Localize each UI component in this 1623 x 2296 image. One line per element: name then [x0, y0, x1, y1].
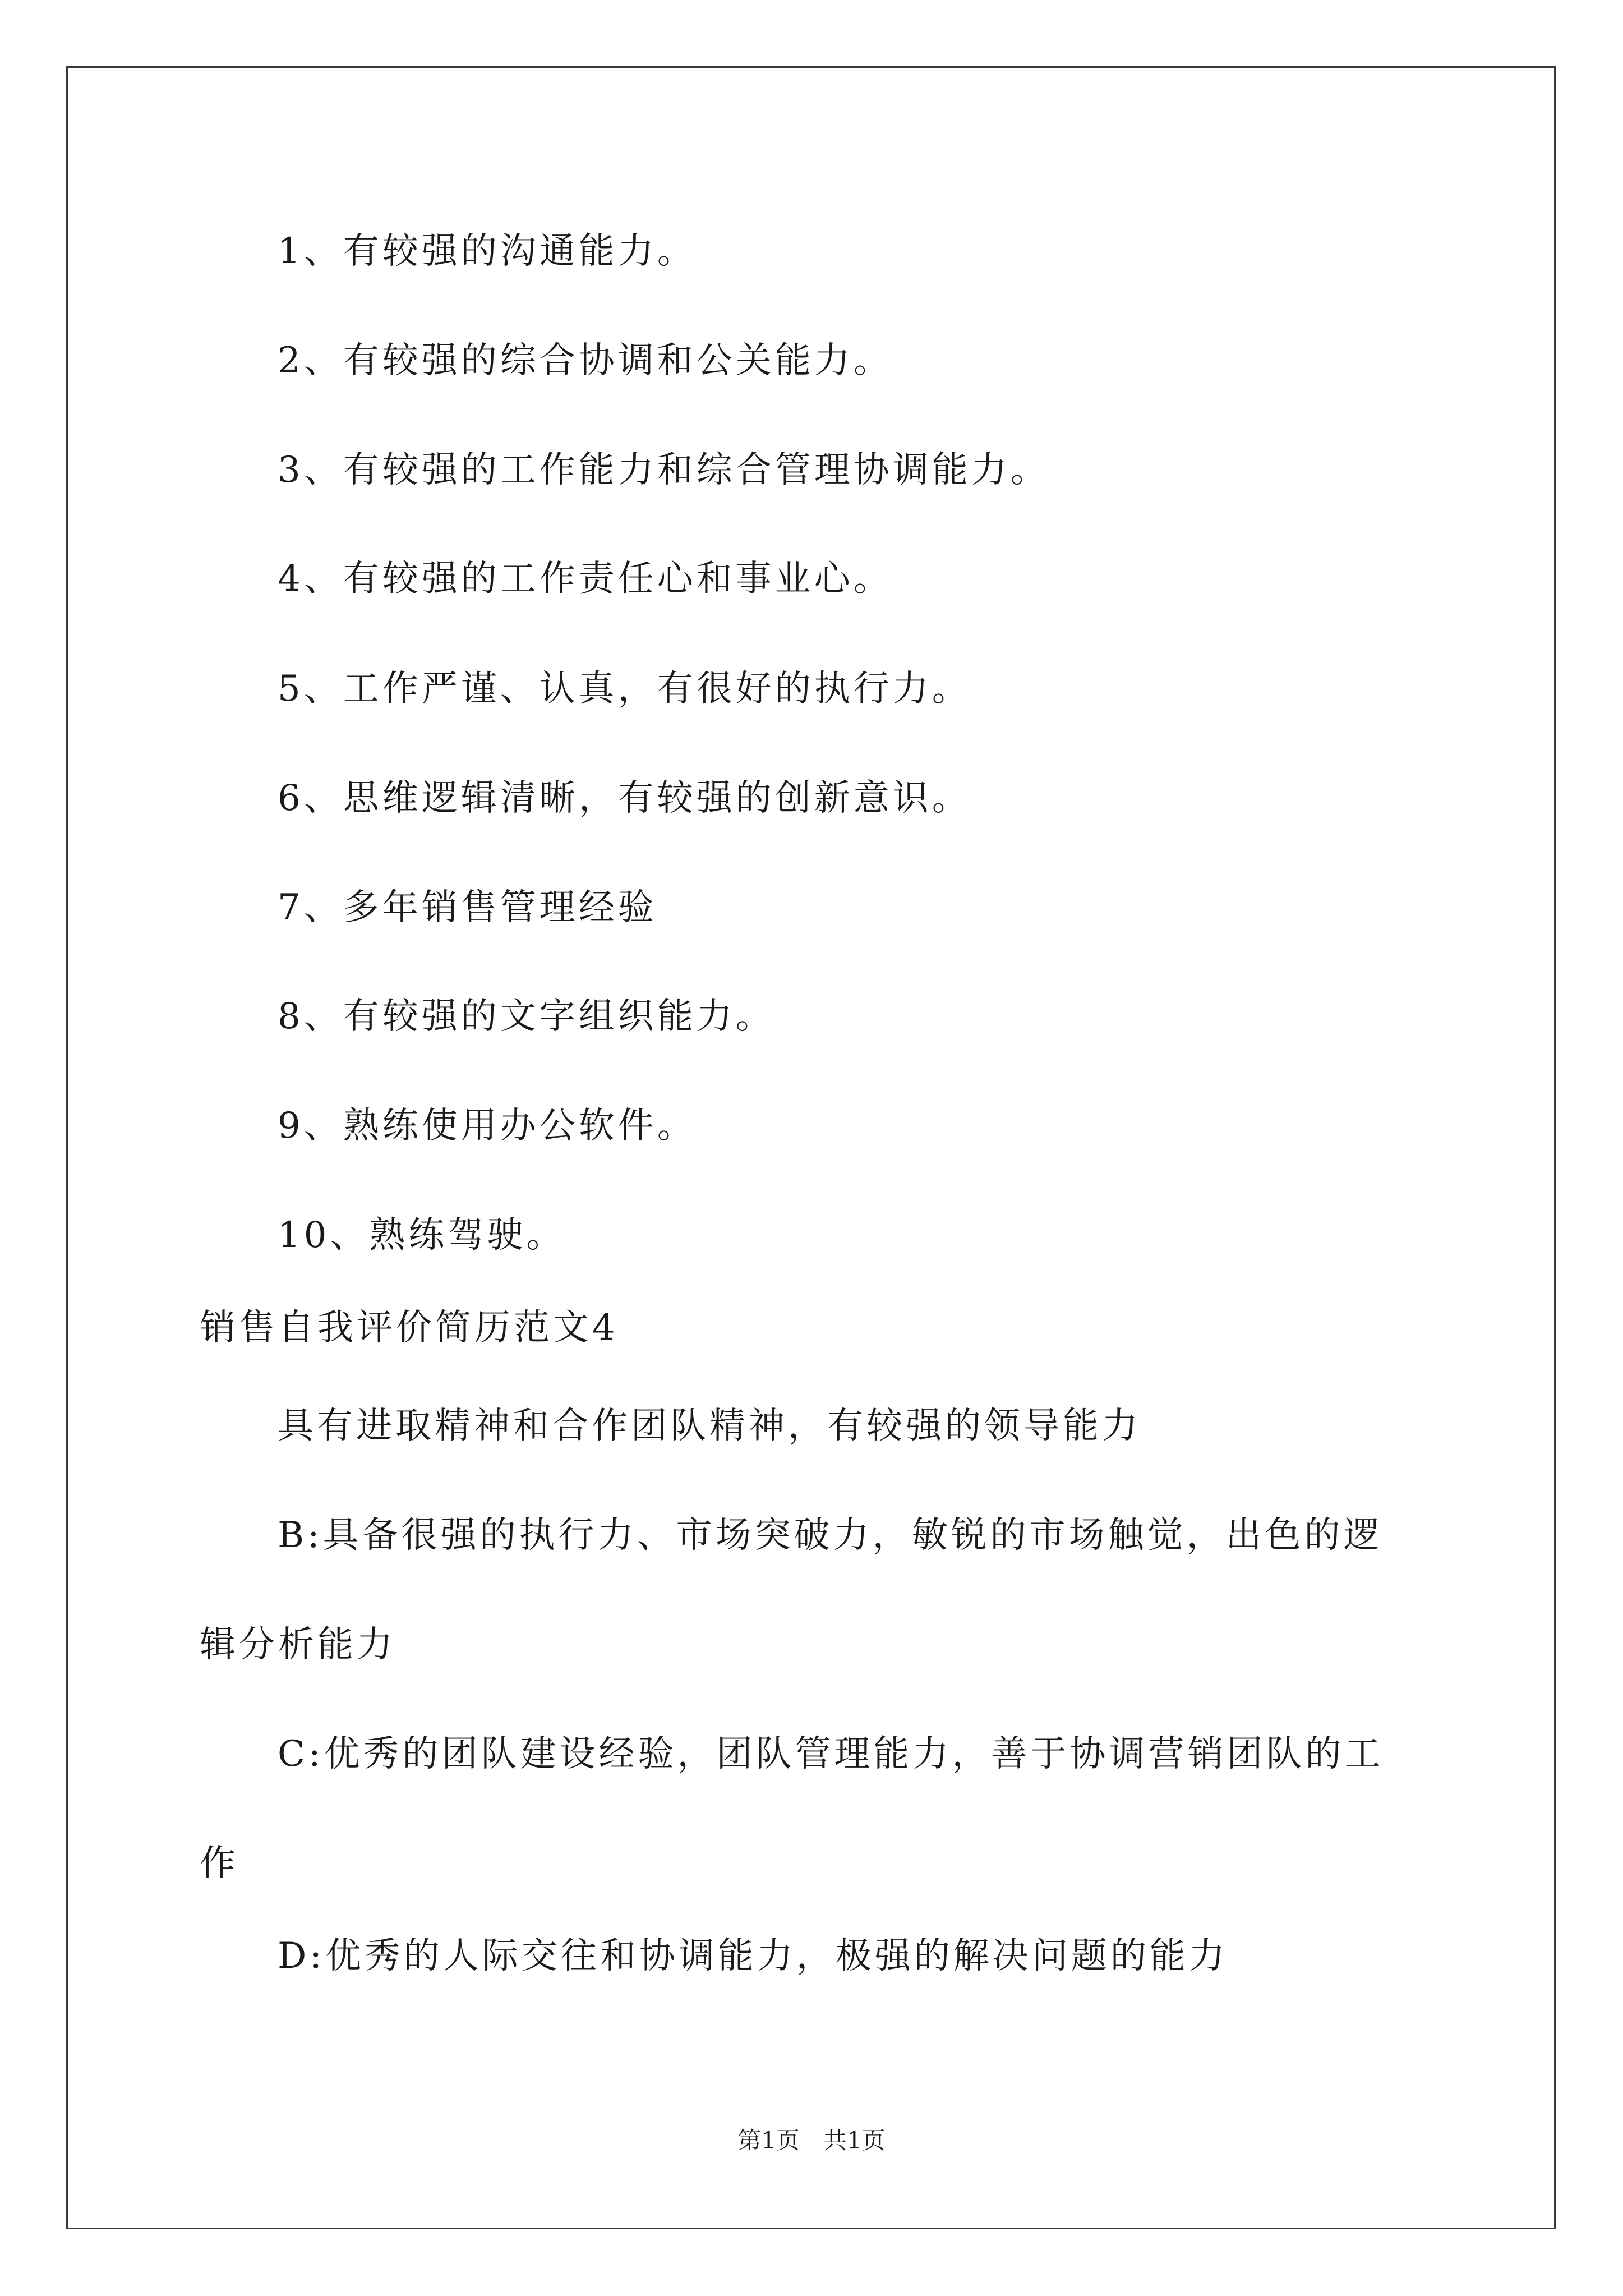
paragraph-b: B:具备很强的执行力、市场突破力，敏锐的市场触觉，出色的逻: [278, 1515, 1383, 1556]
list-item: 5、工作严谨、认真，有很好的执行力。: [278, 668, 971, 710]
list-item: 10、熟练驾驶。: [278, 1214, 566, 1256]
list-item: 4、有较强的工作责任心和事业心。: [278, 558, 893, 600]
paragraph-intro: 具有进取精神和合作团队精神，有较强的领导能力: [278, 1405, 1141, 1447]
paragraph-d: D:优秀的人际交往和协调能力，极强的解决问题的能力: [278, 1935, 1228, 1977]
list-item: 6、思维逻辑清晰，有较强的创新意识。: [278, 777, 971, 819]
list-item: 1、有较强的沟通能力。: [278, 231, 697, 272]
paragraph-c-continued: 作: [200, 1843, 239, 1884]
page-number-footer: 第1页 共1页: [737, 2127, 886, 2154]
paragraph-c: C:优秀的团队建设经验，团队管理能力，善于协调营销团队的工: [278, 1733, 1384, 1775]
section-title: 销售自我评价简历范文4: [200, 1307, 619, 1349]
list-item: 9、熟练使用办公软件。: [278, 1105, 697, 1147]
list-item: 8、有较强的文字组织能力。: [278, 996, 775, 1037]
page-border: [66, 66, 1556, 2229]
list-item: 2、有较强的综合协调和公关能力。: [278, 340, 893, 381]
list-item: 3、有较强的工作能力和综合管理协调能力。: [278, 449, 1050, 491]
list-item: 7、多年销售管理经验: [278, 887, 657, 928]
paragraph-b-continued: 辑分析能力: [200, 1624, 396, 1665]
